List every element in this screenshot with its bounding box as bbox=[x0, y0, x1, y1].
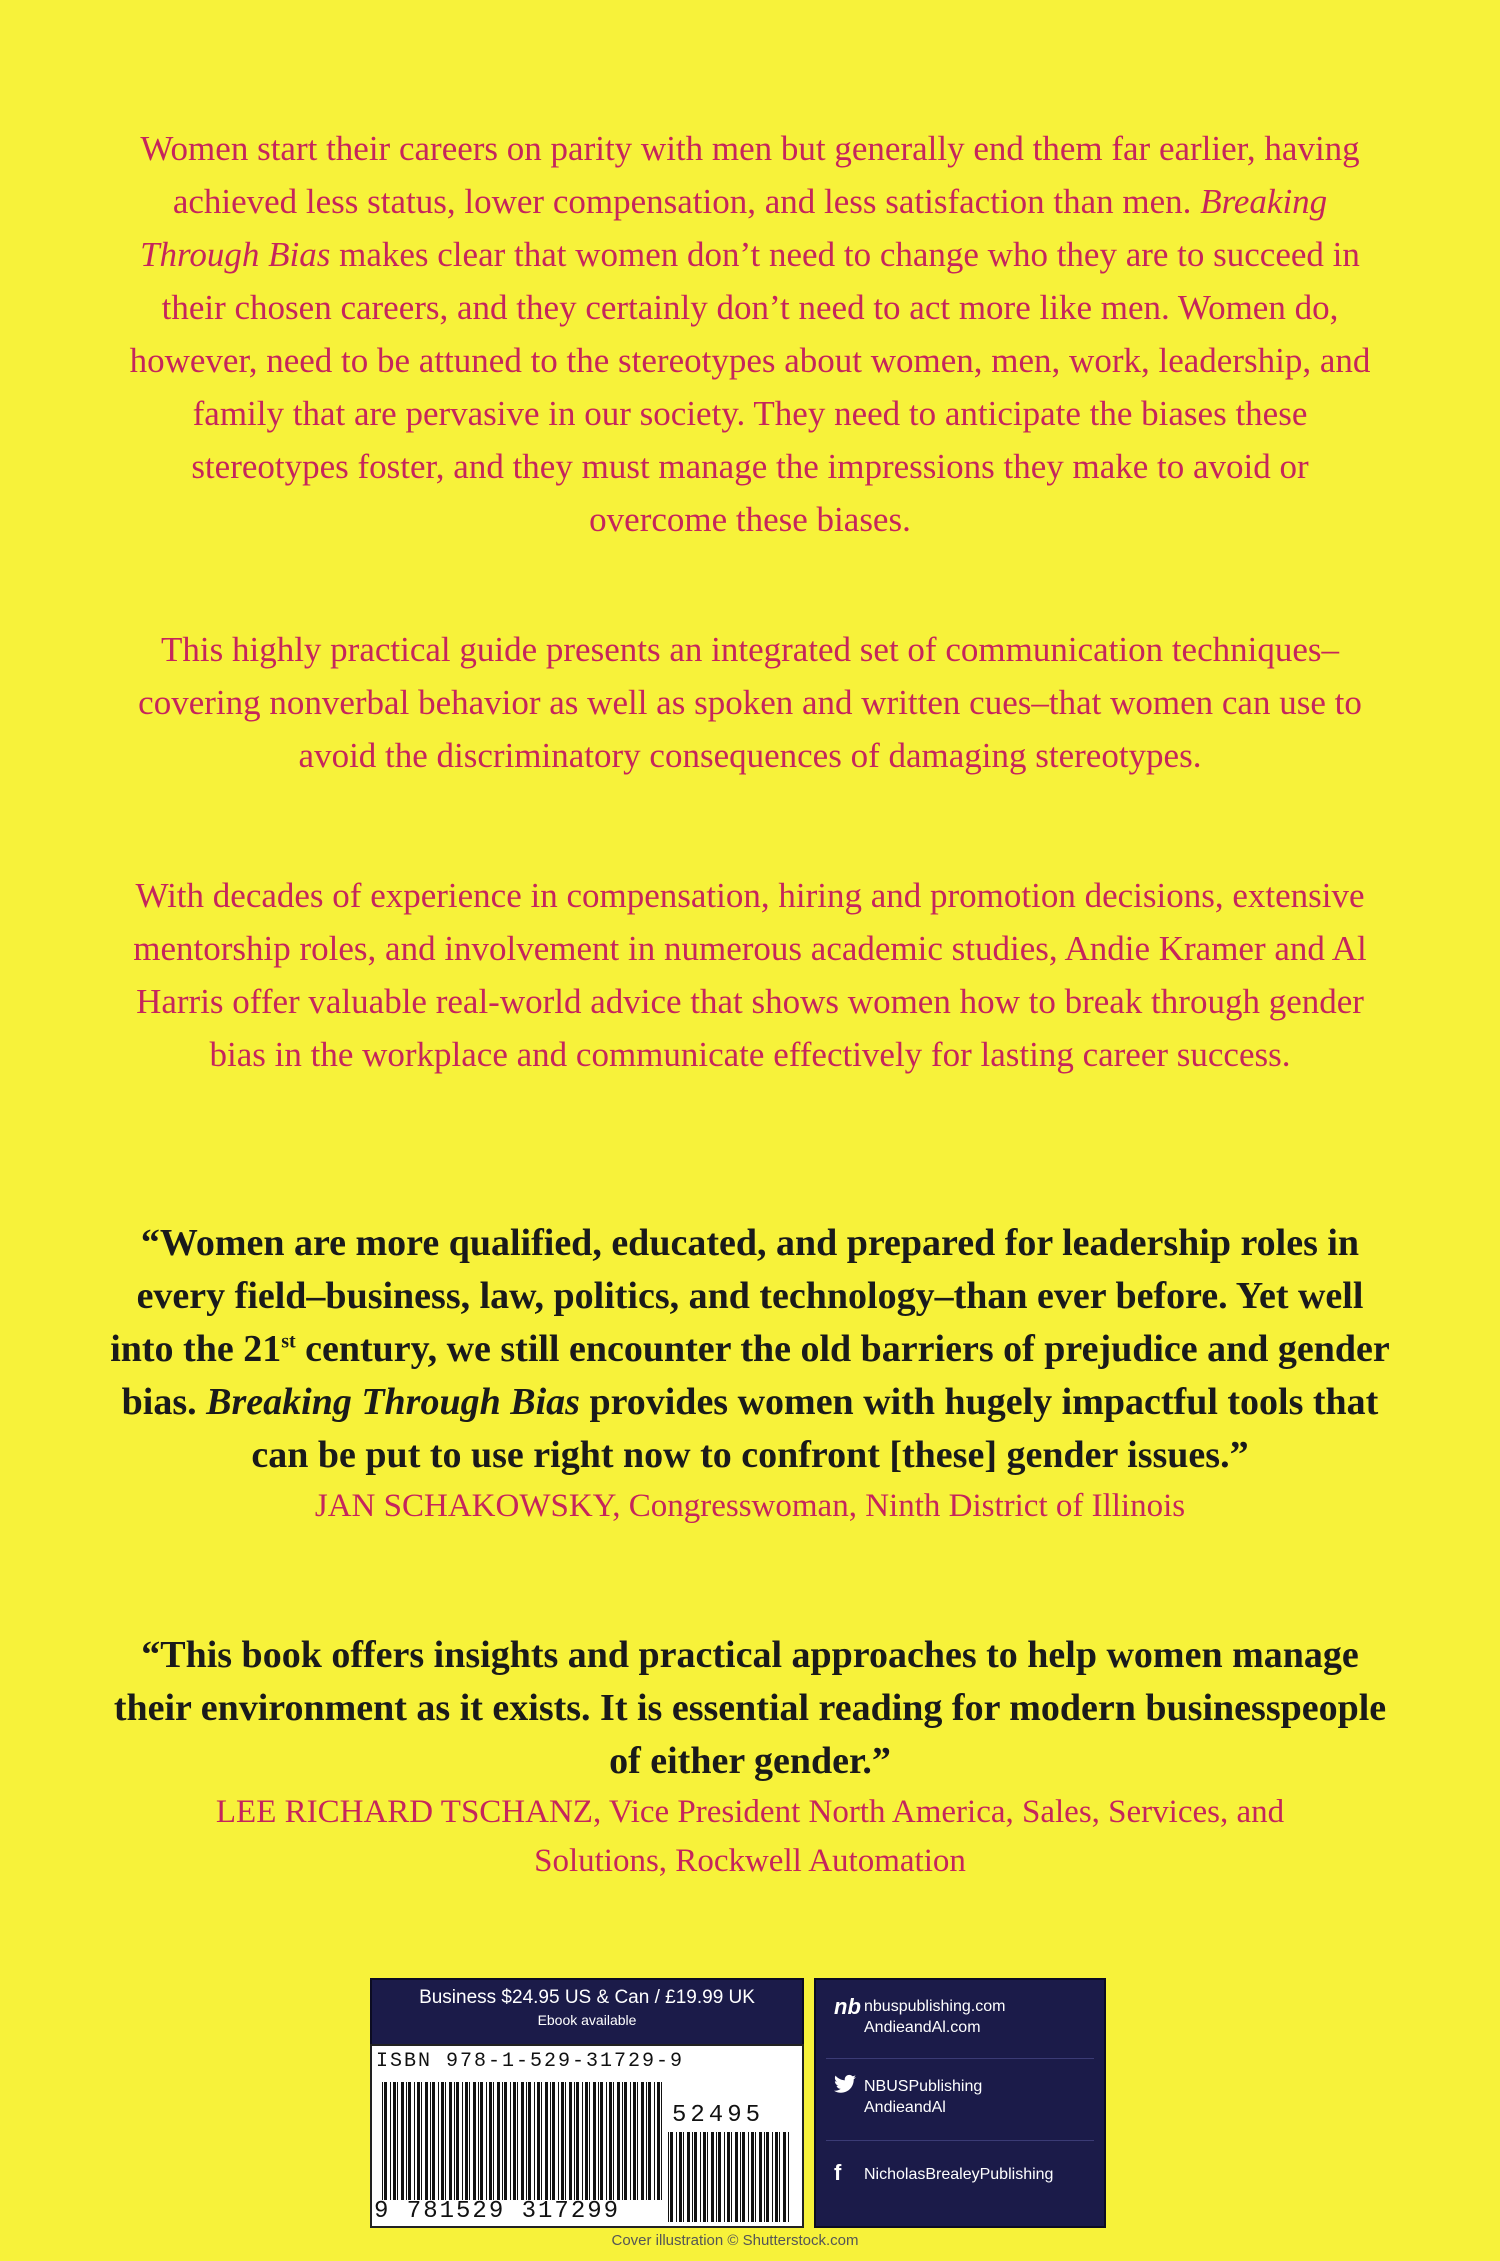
barcode-bar bbox=[724, 2132, 725, 2222]
barcode-bar bbox=[574, 2082, 575, 2200]
barcode-bar bbox=[561, 2082, 564, 2200]
twitter-handle-authors[interactable]: AndieandAl bbox=[864, 2099, 946, 2116]
barcode-bar bbox=[742, 2132, 745, 2222]
barcode-bar bbox=[598, 2082, 599, 2200]
barcode-bar bbox=[504, 2082, 507, 2200]
barcode-bar bbox=[670, 2132, 673, 2222]
barcode-bar bbox=[537, 2082, 540, 2200]
barcode-bar bbox=[534, 2082, 535, 2200]
barcode-bar bbox=[438, 2082, 439, 2200]
twitter-bird-icon bbox=[834, 2074, 864, 2100]
barcode-bar bbox=[589, 2082, 590, 2200]
blurb-paragraph-1 bbox=[120, 122, 1380, 546]
barcode-bar bbox=[521, 2082, 524, 2200]
barcode-bar bbox=[692, 2132, 693, 2222]
barcode-bar bbox=[454, 2082, 455, 2200]
barcode-bar bbox=[449, 2082, 452, 2200]
barcode-bar bbox=[576, 2082, 579, 2200]
barcode-bar bbox=[630, 2082, 631, 2200]
barcode-bar bbox=[513, 2082, 516, 2200]
barcode-bar bbox=[600, 2082, 603, 2200]
barcode-bar bbox=[606, 2082, 607, 2200]
barcode-bar bbox=[707, 2132, 708, 2222]
barcode-bar bbox=[569, 2082, 572, 2200]
barcode-bar bbox=[779, 2132, 780, 2222]
barcode-bar bbox=[445, 2082, 446, 2200]
barcode-bar bbox=[408, 2082, 411, 2200]
barcode-bar bbox=[393, 2082, 396, 2200]
quote-1-part-2: century, we still encounter the old barriers of prejudice and gender bias. bbox=[121, 1328, 1390, 1423]
barcode-bar bbox=[624, 2082, 627, 2200]
barcode-bar bbox=[727, 2132, 730, 2222]
quote-1-book-title: Breaking Through Bias bbox=[206, 1381, 580, 1423]
blurb-paragraph-3 bbox=[120, 869, 1380, 1081]
barcode-bar bbox=[510, 2082, 511, 2200]
blurb-p2: This highly practical guide presents an integrated set of communication techniques–covering nonverbal behavior as well as spoken and written cues–that women can use to avoid the discriminatory consequences of damaging stereotypes. bbox=[138, 630, 1362, 775]
barcode-bar bbox=[694, 2132, 697, 2222]
web-links bbox=[864, 1996, 1005, 2038]
barcode bbox=[370, 2044, 804, 2228]
barcode-bar bbox=[751, 2132, 754, 2222]
price-box bbox=[370, 1978, 804, 2046]
addon-digits: 52495 bbox=[672, 2102, 765, 2129]
barcode-bar bbox=[676, 2132, 677, 2222]
isbn-label: ISBN 978-1-529-31729-9 bbox=[376, 2050, 685, 2073]
barcode-bar bbox=[478, 2082, 479, 2200]
barcode-bar bbox=[493, 2082, 494, 2200]
quote-1-text bbox=[110, 1217, 1390, 1482]
barcode-bar bbox=[558, 2082, 559, 2200]
barcode-bar bbox=[764, 2132, 765, 2222]
twitter-handle-publisher[interactable]: NBUSPublishing bbox=[864, 2078, 983, 2095]
barcode-bar bbox=[657, 2082, 660, 2200]
barcode-bar bbox=[609, 2082, 612, 2200]
facebook-icon: f bbox=[834, 2160, 842, 2185]
price-line: Business $24.95 US & Can / £19.99 UK bbox=[419, 1987, 755, 2008]
barcode-bar bbox=[772, 2132, 773, 2222]
barcode-bar bbox=[593, 2082, 596, 2200]
barcode-bar bbox=[384, 2082, 387, 2200]
barcode-bar bbox=[425, 2082, 428, 2200]
barcode-bar bbox=[489, 2082, 492, 2200]
barcode-bar bbox=[740, 2132, 741, 2222]
barcode-bar bbox=[441, 2082, 444, 2200]
barcode-bar bbox=[541, 2082, 542, 2200]
barcode-bar bbox=[748, 2132, 749, 2222]
barcode-bar bbox=[783, 2132, 786, 2222]
publisher-info-box bbox=[814, 1978, 1106, 2228]
barcode-bar bbox=[469, 2082, 470, 2200]
barcode-bar bbox=[517, 2082, 518, 2200]
quote-2-text: “This book offers insights and practical approaches to help women manage their environment as it exists. It is essential reading for modern businesspeople of either gender.” bbox=[113, 1634, 1387, 1782]
barcode-bar bbox=[480, 2082, 483, 2200]
divider bbox=[826, 2058, 1094, 2059]
divider bbox=[826, 2140, 1094, 2141]
barcode-bar bbox=[759, 2132, 762, 2222]
barcode-bar bbox=[565, 2082, 566, 2200]
barcode-bar bbox=[465, 2082, 468, 2200]
barcode-bar bbox=[683, 2132, 684, 2222]
barcode-bar bbox=[545, 2082, 548, 2200]
barcode-bar bbox=[633, 2082, 636, 2200]
barcode-bar bbox=[486, 2082, 487, 2200]
ebook-note: Ebook available bbox=[537, 2012, 637, 2028]
barcode-bar bbox=[430, 2082, 431, 2200]
quote-1-part-3: provides women with hugely impactful tools that can be put to use right now to confront [these] gender issues.” bbox=[251, 1381, 1379, 1476]
main-barcode-bars bbox=[382, 2082, 662, 2200]
nb-logo-icon: nb bbox=[834, 1994, 861, 2019]
web-row bbox=[834, 1996, 1005, 2038]
barcode-bar bbox=[497, 2082, 500, 2200]
barcode-bar bbox=[703, 2132, 706, 2222]
barcode-bar bbox=[775, 2132, 778, 2222]
barcode-bar bbox=[390, 2082, 391, 2200]
barcode-bar bbox=[646, 2082, 647, 2200]
barcode-bar bbox=[617, 2082, 620, 2200]
facebook-row bbox=[834, 2162, 1053, 2186]
barcode-bar bbox=[687, 2132, 690, 2222]
facebook-page[interactable]: NicholasBrealeyPublishing bbox=[864, 2166, 1054, 2183]
barcode-bar bbox=[654, 2082, 655, 2200]
barcode-bar bbox=[414, 2082, 415, 2200]
barcode-bar bbox=[637, 2082, 638, 2200]
barcode-bar bbox=[473, 2082, 476, 2200]
barcode-bar bbox=[397, 2082, 398, 2200]
barcode-bar bbox=[502, 2082, 503, 2200]
barcode-digits: 9 781529 317299 bbox=[374, 2198, 621, 2225]
quote-1-attribution: JAN SCHAKOWSKY, Congresswoman, Ninth District of Illinois bbox=[314, 1488, 1186, 1524]
barcode-bar bbox=[716, 2132, 717, 2222]
blurb-p1-before: Women start their careers on parity with men but generally end them far earlier, having achieved less status, lower compensation, and less satisfaction than men. bbox=[140, 129, 1360, 221]
quote-1-part-1: “Women are more qualified, educated, and prepared for leadership roles in every field–business, law, politics, and technology–than ever before. Yet well into the 21 bbox=[110, 1222, 1364, 1370]
web-link-authors[interactable]: AndieandAl.com bbox=[864, 2019, 981, 2036]
barcode-bar bbox=[462, 2082, 463, 2200]
barcode-bar bbox=[622, 2082, 623, 2200]
barcode-bar bbox=[731, 2132, 732, 2222]
barcode-bar bbox=[641, 2082, 644, 2200]
barcode-bar bbox=[550, 2082, 551, 2200]
twitter-row bbox=[834, 2076, 982, 2118]
quote-1-superscript: st bbox=[281, 1330, 296, 1353]
barcode-bar bbox=[382, 2082, 383, 2200]
endorsement-quote-2 bbox=[110, 1629, 1390, 1886]
barcode-bar bbox=[788, 2132, 789, 2222]
barcode-bar bbox=[679, 2132, 682, 2222]
barcode-bar bbox=[718, 2132, 721, 2222]
barcode-bar bbox=[432, 2082, 435, 2200]
barcode-bar bbox=[613, 2082, 614, 2200]
book-title: Breaking Through Bias bbox=[140, 182, 1328, 274]
barcode-bar bbox=[700, 2132, 701, 2222]
blurb-paragraph-2 bbox=[120, 623, 1380, 782]
barcode-bar bbox=[766, 2132, 769, 2222]
barcode-bar bbox=[661, 2082, 662, 2200]
endorsement-quote-1 bbox=[110, 1217, 1390, 1531]
barcode-bar bbox=[668, 2132, 669, 2222]
web-link-publisher[interactable]: nbuspublishing.com bbox=[864, 1998, 1006, 2015]
quote-2-attribution: LEE RICHARD TSCHANZ, Vice President North America, Sales, Services, and Solutions, Rockwell Automation bbox=[215, 1794, 1285, 1879]
twitter-handles bbox=[864, 2076, 982, 2118]
barcode-bar bbox=[582, 2082, 583, 2200]
barcode-bar bbox=[421, 2082, 422, 2200]
barcode-bar bbox=[456, 2082, 459, 2200]
barcode-bar bbox=[585, 2082, 588, 2200]
barcode-bar bbox=[406, 2082, 407, 2200]
barcode-bar bbox=[528, 2082, 531, 2200]
barcode-bar bbox=[401, 2082, 404, 2200]
addon-barcode-bars bbox=[668, 2132, 790, 2222]
barcode-bar bbox=[552, 2082, 555, 2200]
barcode-bar bbox=[417, 2082, 420, 2200]
barcode-bar bbox=[755, 2132, 756, 2222]
blurb-p3: With decades of experience in compensation, hiring and promotion decisions, extensive mentorship roles, and involvement in numerous academic studies, Andie Kramer and Al Harris offer valuable real-world advice that shows women how to break through gender bias in the workplace and communicate effectively for lasting career success. bbox=[133, 876, 1367, 1074]
barcode-bar bbox=[711, 2132, 714, 2222]
cover-credit: Cover illustration © Shutterstock.com bbox=[611, 2232, 859, 2249]
barcode-bar bbox=[735, 2132, 738, 2222]
blurb-p1-after: makes clear that women don’t need to change who they are to succeed in their chosen careers, and they certainly don’t need to act more like men. Women do, however, need to be attuned to the stereotypes about women, men, work, leadership, and family that are pervasive in our society. They need to anticipate the biases these stereotypes foster, and they must manage the impressions they make to avoid or overcome these biases. bbox=[129, 235, 1371, 539]
barcode-bar bbox=[648, 2082, 651, 2200]
barcode-bar bbox=[526, 2082, 527, 2200]
